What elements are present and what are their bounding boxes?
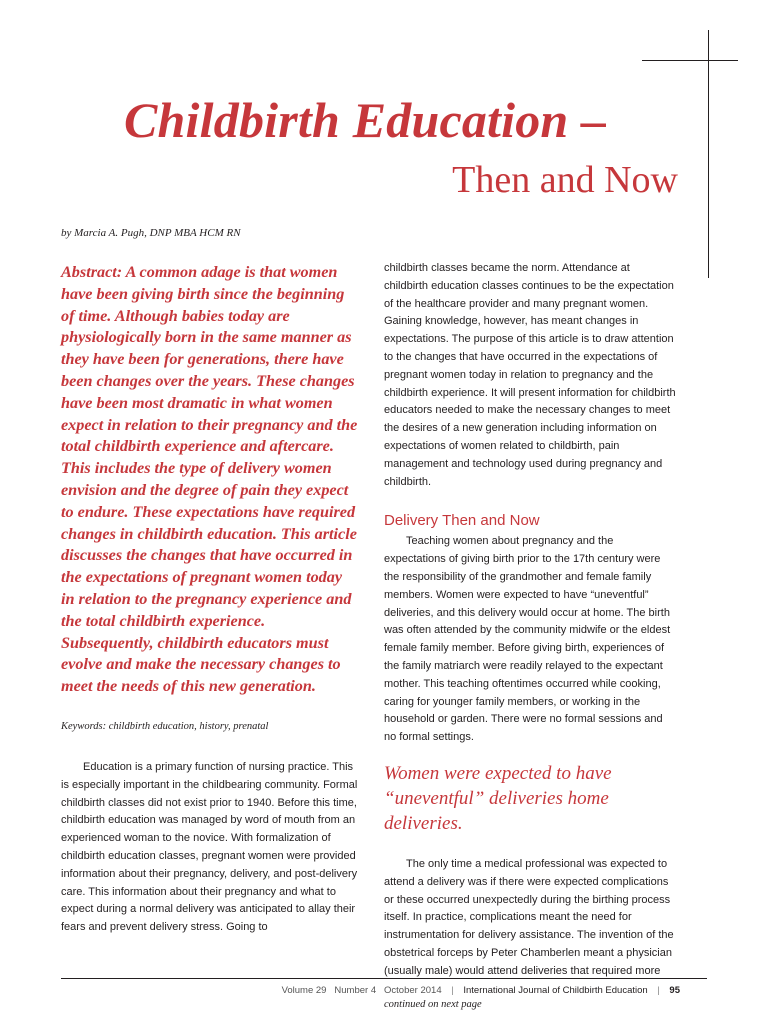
left-column xyxy=(61,262,358,937)
footer-journal: International Journal of Childbirth Education xyxy=(463,985,648,996)
crop-mark-vertical xyxy=(708,30,709,278)
crop-mark-horizontal xyxy=(642,60,738,61)
body-paragraph-history: Teaching women about pregnancy and the expectations of giving birth prior to the 17th century were the responsibility of the grandmother and female family members. Women were expected to have “uneventful” deliveries, and this delivery would occur at home. The birth was often attended by the community midwife or the eldest female family member. Before giving birth, experiences of the family matriarch were readily relayed to the expectant mother. This teaching oftentimes occurred while cooking, caring for younger family members, or working in the household or garden. There were no formal sessions and no formal settings. xyxy=(384,535,671,744)
footer-rule xyxy=(61,978,707,979)
footer-volume: Volume 29 xyxy=(281,985,327,996)
footer-separator: | xyxy=(451,985,454,996)
section-heading: Delivery Then and Now xyxy=(384,512,540,530)
keywords: Keywords: childbirth education, history, prenatal xyxy=(61,720,269,732)
footer-date: October 2014 xyxy=(384,985,442,996)
author-byline: by Marcia A. Pugh, DNP MBA HCM RN xyxy=(61,227,241,239)
body-paragraph-intro: Education is a primary function of nursing practice. This is especially important in the childbearing community. Formal childbirth classes did not exist prior to 1940. Before this time, childbirth education was managed by word of mouth from an experienced woman to the novice. With formalization of childbirth education classes, pregnant women were provided information about their pregnancy, delivery, and post-delivery care. This information about their pregnancy and what to expect during a normal delivery was anticipated to allay their fears and prevent delivery stress. Going to xyxy=(61,760,358,934)
page-footer xyxy=(282,985,680,996)
article-title: Childbirth Education – xyxy=(124,92,607,148)
right-column xyxy=(384,260,676,1010)
page-number: 95 xyxy=(669,985,680,996)
body-paragraph-purpose: childbirth classes became the norm. Attendance at childbirth education classes continues to be the expectation of the healthcare provider and many pregnant women. Gaining knowledge, however, has meant changes in expectations. The purpose of this article is to draw attention to the changes that have occurred in the expectations of pregnant women today in relation to pregnancy and the childbirth experience. It will present information for childbirth educators needed to make the necessary changes to meet the desires of a new generation including information on expectations of women related to childbirth, pain management and technology used during pregnancy and childbirth. xyxy=(384,262,676,488)
continued-note: continued on next page xyxy=(384,998,482,1010)
body-paragraph-medical: The only time a medical professional was expected to attend a delivery was if there were expected complications or these occurred unexpectedly during the birthing process itself. In practice, complications meant the need for instrumentation for delivery assistance. The invention of the obstetrical forceps by Peter Chamberlen meant a physician (usually male) would attend deliveries that required more xyxy=(384,857,674,977)
pull-quote: Women were expected to have “uneventful” deliveries home deliveries. xyxy=(384,762,612,834)
abstract: Abstract: A common adage is that women have been giving birth since the beginning of time. Although babies today are physiologically born in the same manner as they have been for generations, there have been changes over the years. These changes have been most dramatic in what women expect in relation to their pregnancy and the total childbirth experience and aftercare. This includes the type of delivery women envision and the degree of pain they expect to endure. These expectations have required changes in childbirth education. This article discusses the changes that have occurred in the expectations of pregnant women today in relation to the pregnancy experience and the total childbirth experience. Subsequently, childbirth educators must evolve and make the necessary changes to meet the needs of this new generation. xyxy=(61,263,358,696)
footer-separator: | xyxy=(657,985,660,996)
footer-number: Number 4 xyxy=(334,985,377,996)
article-subtitle: Then and Now xyxy=(452,159,678,201)
